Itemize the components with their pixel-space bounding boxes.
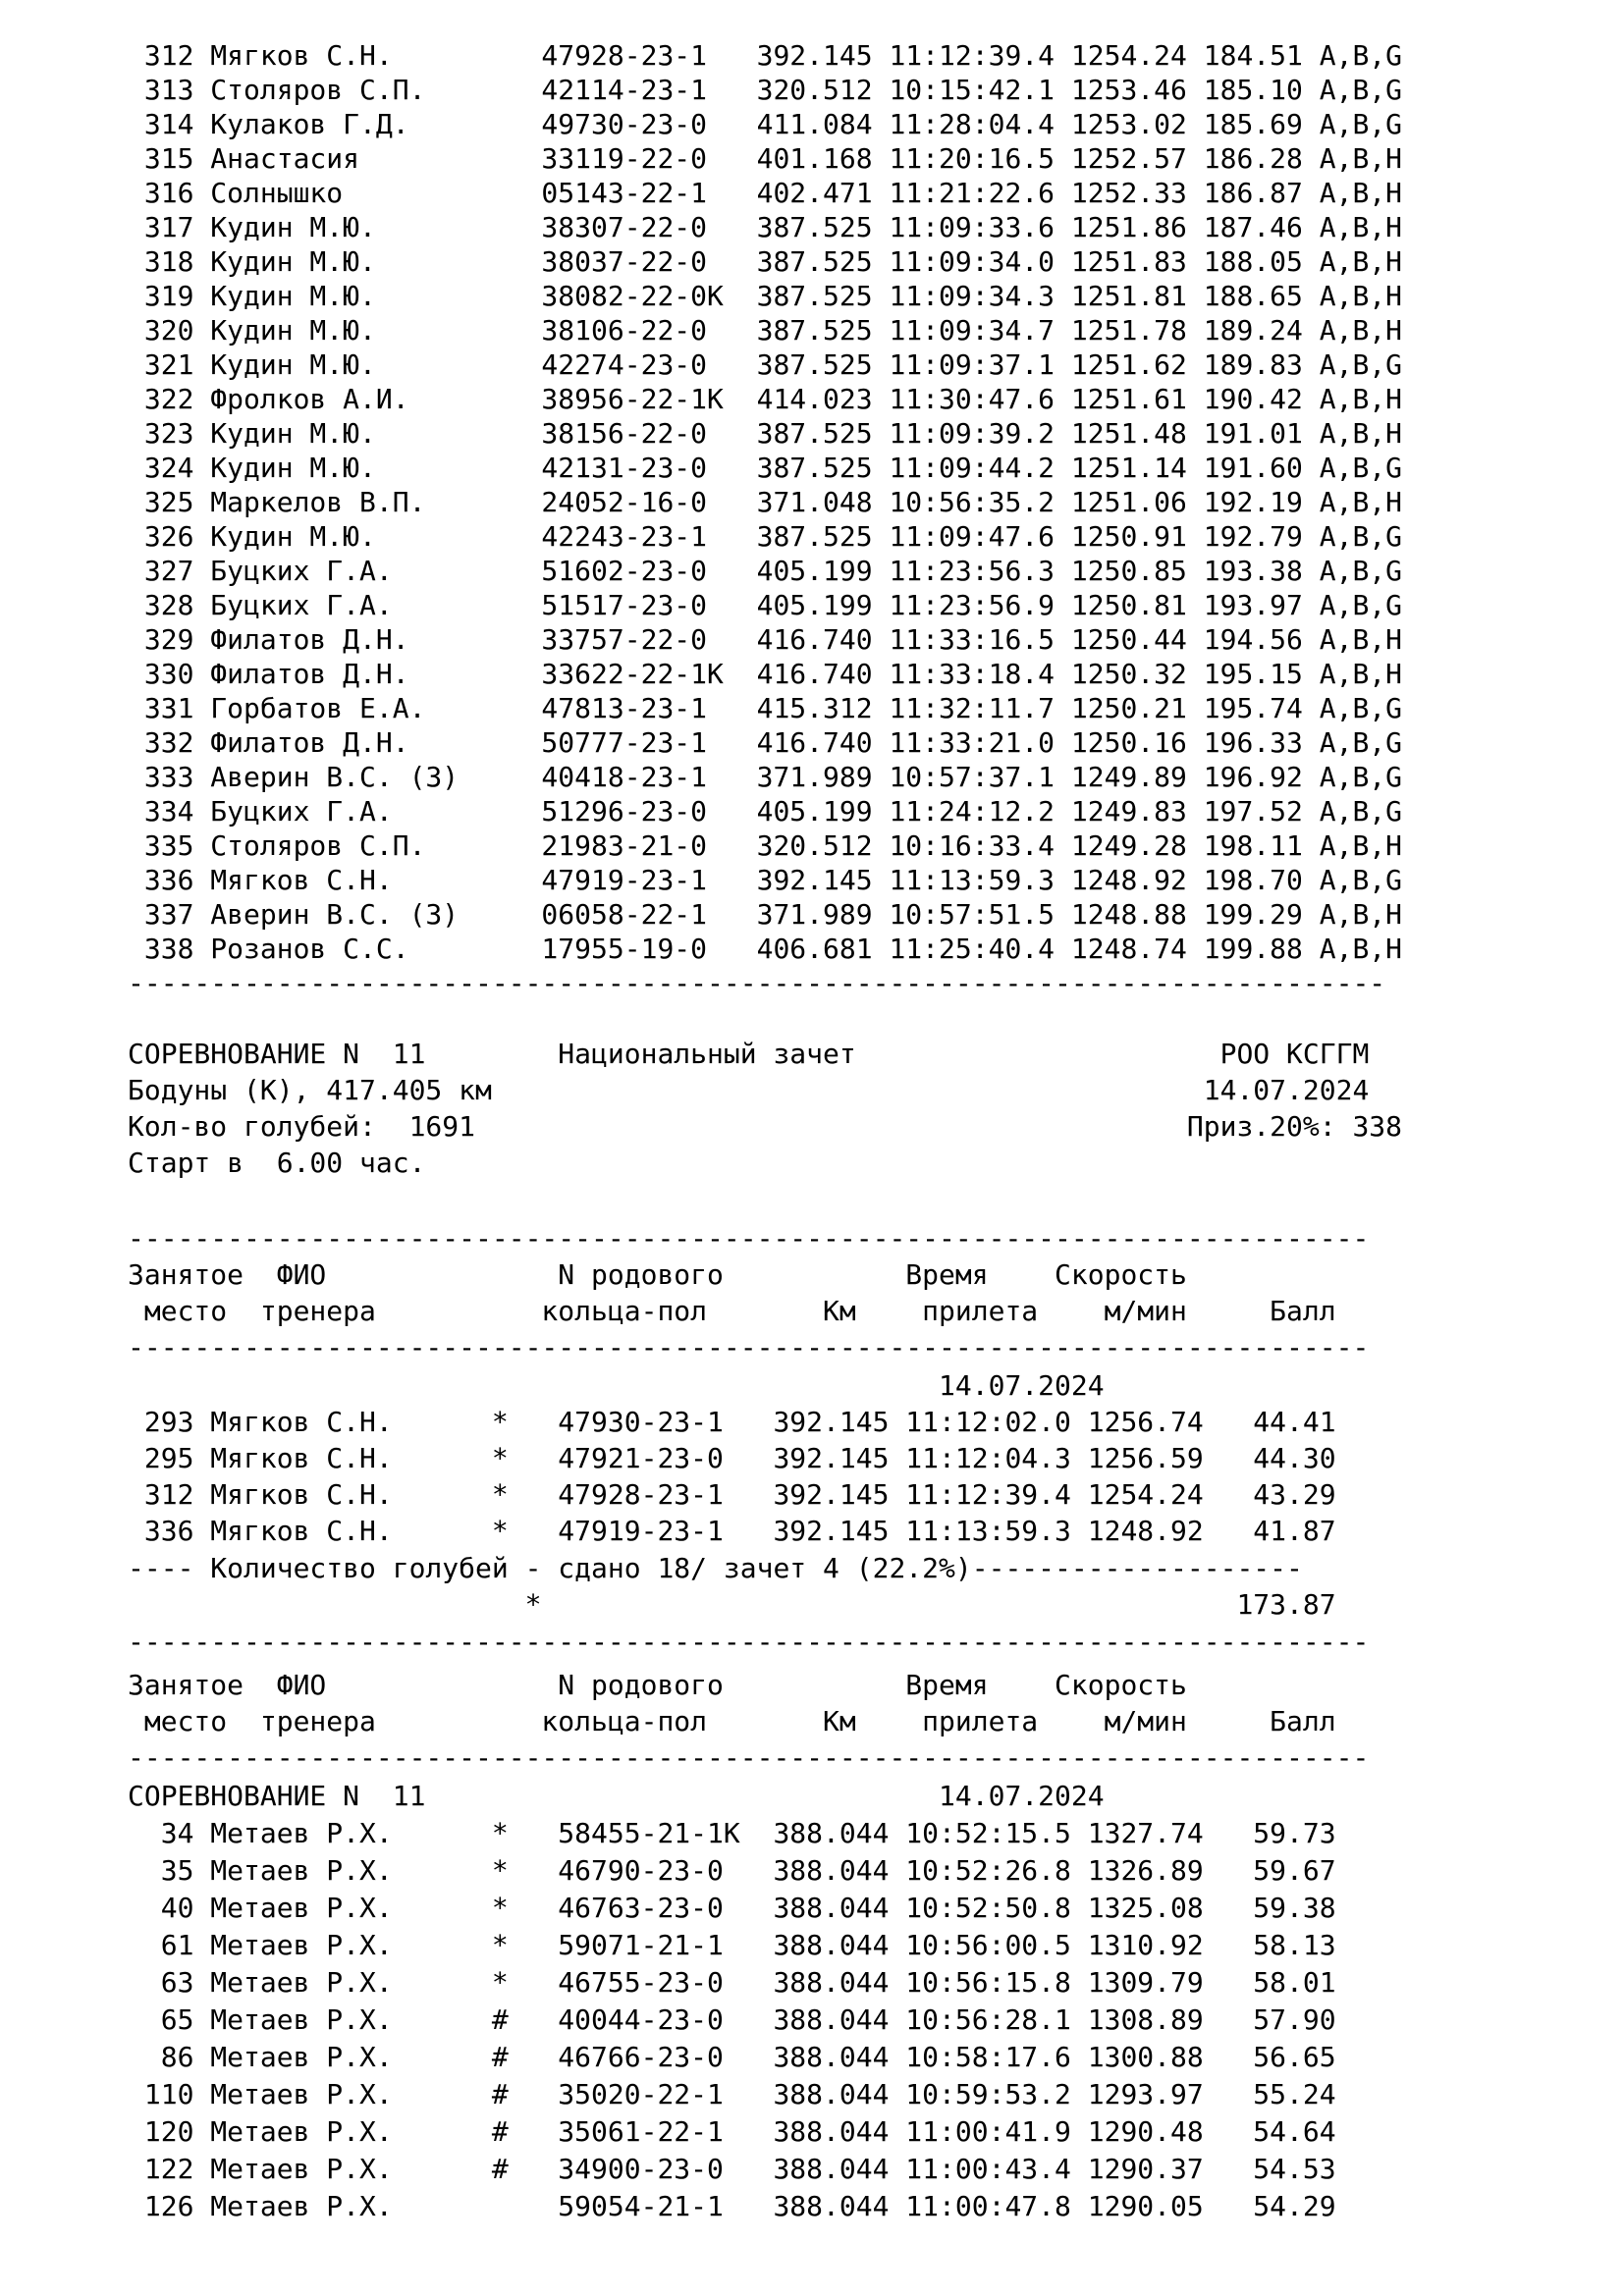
- result-row: 316 Солнышко 05143-22-1 402.471 11:21:22.6 1252.33 186.87 A,B,H: [128, 177, 1403, 209]
- result-row: 338 Розанов С.С. 17955-19-0 406.681 11:25:40.4 1248.74 199.88 A,B,H: [128, 933, 1403, 965]
- divider-rule: ---------------------------------------------------------------------------: [128, 1741, 1370, 1774]
- result-row: 330 Филатов Д.Н. 33622-22-1K 416.740 11:33:18.4 1250.32 195.15 A,B,H: [128, 658, 1403, 690]
- result-row: 321 Кудин М.Ю. 42274-23-0 387.525 11:09:37.1 1251.62 189.83 A,B,G: [128, 348, 1403, 381]
- result-row: 315 Анастасия 33119-22-0 401.168 11:20:16.5 1252.57 186.28 A,B,H: [128, 142, 1403, 175]
- result-row: 312 Мягков С.Н. 47928-23-1 392.145 11:12:39.4 1254.24 184.51 A,B,G: [128, 39, 1403, 72]
- section-date: 14.07.2024: [128, 1369, 1105, 1402]
- result-row: 317 Кудин М.Ю. 38307-22-0 387.525 11:09:33.6 1251.86 187.46 A,B,H: [128, 211, 1403, 243]
- result-row: 120 Метаев Р.Х. # 35061-22-1 388.044 11:00:41.9 1290.48 54.64: [128, 2115, 1336, 2148]
- divider-rule: ---------------------------------------------------------------------------: [128, 1222, 1370, 1255]
- result-row: 61 Метаев Р.Х. * 59071-21-1 388.044 10:56:00.5 1310.92 58.13: [128, 1929, 1336, 1961]
- result-row: 110 Метаев Р.Х. # 35020-22-1 388.044 10:59:53.2 1293.97 55.24: [128, 2078, 1336, 2110]
- column-header-line-2: место тренера кольца-пол Км прилета м/мин Балл: [128, 1295, 1336, 1327]
- result-row: 126 Метаев Р.Х. 59054-21-1 388.044 11:00:47.8 1290.05 54.29: [128, 2190, 1336, 2222]
- result-row: 319 Кудин М.Ю. 38082-22-0K 387.525 11:09:34.3 1251.81 188.65 A,B,H: [128, 280, 1403, 312]
- result-row: 336 Мягков С.Н. * 47919-23-1 392.145 11:13:59.3 1248.92 41.87: [128, 1515, 1336, 1547]
- result-row: 333 Аверин В.С. (З) 40418-23-1 371.989 10:57:37.1 1249.89 196.92 A,B,G: [128, 761, 1403, 793]
- result-row: 314 Кулаков Г.Д. 49730-23-0 411.084 11:28:04.4 1253.02 185.69 A,B,G: [128, 108, 1403, 140]
- result-row: 322 Фролков А.И. 38956-22-1K 414.023 11:30:47.6 1251.61 190.42 A,B,H: [128, 383, 1403, 415]
- column-header-line-1: Занятое ФИО N родового Время Скорость: [128, 1258, 1187, 1291]
- result-row: 86 Метаев Р.Х. # 46766-23-0 388.044 10:58:17.6 1300.88 56.65: [128, 2041, 1336, 2073]
- result-row: 312 Мягков С.Н. * 47928-23-1 392.145 11:12:39.4 1254.24 43.29: [128, 1478, 1336, 1511]
- result-row: 295 Мягков С.Н. * 47921-23-0 392.145 11:12:04.3 1256.59 44.30: [128, 1442, 1336, 1474]
- competition-title-line: СОРЕВНОВАНИЕ N 11 Национальный зачет РОО КСГГМ: [128, 1038, 1370, 1070]
- result-row: 325 Маркелов В.П. 24052-16-0 371.048 10:56:35.2 1251.06 192.19 A,B,H: [128, 486, 1403, 518]
- result-row: 313 Столяров С.П. 42114-23-1 320.512 10:15:42.1 1253.46 185.10 A,B,G: [128, 74, 1403, 106]
- result-row: 327 Буцких Г.А. 51602-23-0 405.199 11:23:56.3 1250.85 193.38 A,B,G: [128, 555, 1403, 587]
- result-row: 34 Метаев Р.Х. * 58455-21-1K 388.044 10:52:15.5 1327.74 59.73: [128, 1817, 1336, 1849]
- result-row: 318 Кудин М.Ю. 38037-22-0 387.525 11:09:34.0 1251.83 188.05 A,B,H: [128, 245, 1403, 278]
- result-row: 40 Метаев Р.Х. * 46763-23-0 388.044 10:52:50.8 1325.08 59.38: [128, 1892, 1336, 1924]
- result-row: 331 Горбатов Е.А. 47813-23-1 415.312 11:32:11.7 1250.21 195.74 A,B,G: [128, 692, 1403, 724]
- result-row: 293 Мягков С.Н. * 47930-23-1 392.145 11:12:02.0 1256.74 44.41: [128, 1406, 1336, 1438]
- pigeon-count-line: Кол-во голубей: 1691 Приз.20%: 338: [128, 1110, 1403, 1143]
- column-header-line-2: место тренера кольца-пол Км прилета м/мин Балл: [128, 1705, 1336, 1737]
- section-title: СОРЕВНОВАНИЕ N 11 14.07.2024: [128, 1780, 1105, 1812]
- divider-rule: ---------------------------------------------------------------------------: [128, 1626, 1370, 1658]
- result-row: 320 Кудин М.Ю. 38106-22-0 387.525 11:09:34.7 1251.78 189.24 A,B,H: [128, 314, 1403, 347]
- result-row: 324 Кудин М.Ю. 42131-23-0 387.525 11:09:44.2 1251.14 191.60 A,B,G: [128, 452, 1403, 484]
- result-row: 329 Филатов Д.Н. 33757-22-0 416.740 11:33:16.5 1250.44 194.56 A,B,H: [128, 623, 1403, 656]
- result-row: 65 Метаев Р.Х. # 40044-23-0 388.044 10:56:28.1 1308.89 57.90: [128, 2003, 1336, 2036]
- race-distance-line: Бодуны (К), 417.405 км 14.07.2024: [128, 1074, 1370, 1106]
- result-row: 63 Метаев Р.Х. * 46755-23-0 388.044 10:56:15.8 1309.79 58.01: [128, 1966, 1336, 1999]
- start-time-line: Старт в 6.00 час.: [128, 1147, 426, 1179]
- result-row: 337 Аверин В.С. (З) 06058-22-1 371.989 10:57:51.5 1248.88 199.29 A,B,H: [128, 898, 1403, 931]
- result-row: 326 Кудин М.Ю. 42243-23-1 387.525 11:09:47.6 1250.91 192.79 A,B,G: [128, 520, 1403, 553]
- result-row: 323 Кудин М.Ю. 38156-22-0 387.525 11:09:39.2 1251.48 191.01 A,B,H: [128, 417, 1403, 450]
- divider-rule: ----------------------------------------------------------------------------: [128, 967, 1386, 999]
- result-row: 122 Метаев Р.Х. # 34900-23-0 388.044 11:00:43.4 1290.37 54.53: [128, 2153, 1336, 2185]
- result-row: 334 Буцких Г.А. 51296-23-0 405.199 11:24:12.2 1249.83 197.52 A,B,G: [128, 795, 1403, 828]
- summary-line: ---- Количество голубей - сдано 18/ зачет 4 (22.2%)--------------------: [128, 1552, 1303, 1584]
- total-score-line: * 173.87: [128, 1588, 1336, 1621]
- result-row: 332 Филатов Д.Н. 50777-23-1 416.740 11:33:21.0 1250.16 196.33 A,B,G: [128, 726, 1403, 759]
- result-row: 328 Буцких Г.А. 51517-23-0 405.199 11:23:56.9 1250.81 193.97 A,B,G: [128, 589, 1403, 621]
- result-row: 35 Метаев Р.Х. * 46790-23-0 388.044 10:52:26.8 1326.89 59.67: [128, 1854, 1336, 1887]
- column-header-line-1: Занятое ФИО N родового Время Скорость: [128, 1669, 1187, 1701]
- divider-rule: ---------------------------------------------------------------------------: [128, 1331, 1370, 1363]
- result-row: 336 Мягков С.Н. 47919-23-1 392.145 11:13:59.3 1248.92 198.70 A,B,G: [128, 864, 1403, 896]
- result-row: 335 Столяров С.П. 21983-21-0 320.512 10:16:33.4 1249.28 198.11 A,B,H: [128, 829, 1403, 862]
